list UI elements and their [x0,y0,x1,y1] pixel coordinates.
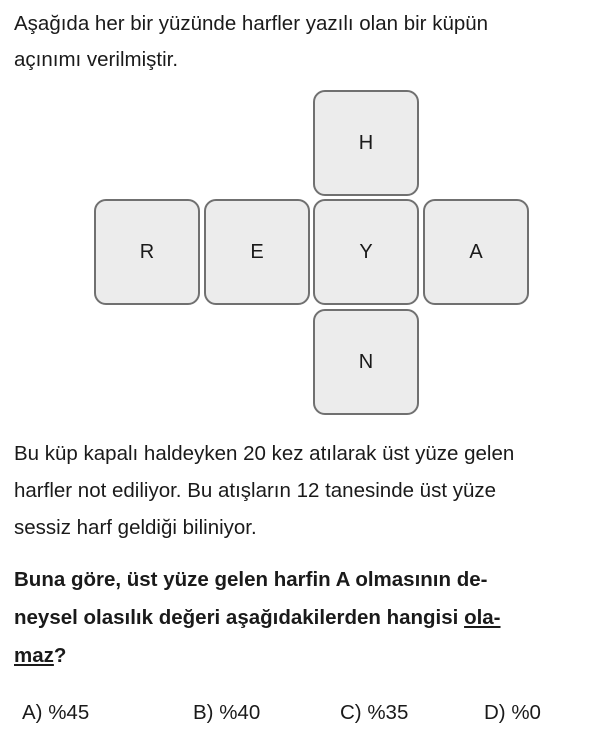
face-letter: Y [359,240,373,263]
question-underlined-part-2: maz [14,644,54,667]
question-mark: ? [53,644,67,667]
question-text [14,561,610,675]
cube-face-bottom [313,309,419,415]
cube-face-left [204,199,310,305]
paragraph-line-3: sessiz harf geldiği biliniyor. [14,516,257,539]
paragraph-line-2: harfler not ediliyor. Bu atışların 12 tanesinde üst yüze [14,479,497,502]
face-letter: H [358,131,374,154]
answer-choices [0,701,613,733]
face-letter: R [139,240,155,263]
face-letter: E [250,240,264,263]
choice-c[interactable]: C) %35 [340,701,409,724]
face-letter: N [358,350,374,373]
intro-line-2: açınımı verilmiştir. [14,48,179,71]
cube-face-left-far [94,199,200,305]
question-line-1: Buna göre, üst yüze gelen harfin A olmasının de- [14,568,488,591]
choice-a[interactable]: A) %45 [22,701,90,724]
face-letter: A [469,240,483,263]
cube-face-center [313,199,419,305]
question-underlined-part-1: ola- [464,606,501,629]
question-line-2: neysel olasılık değeri aşağıdakilerden hangisi [14,606,465,629]
paragraph-line-1: Bu küp kapalı haldeyken 20 kez atılarak üst yüze gelen [14,442,515,465]
intro-line-1: Aşağıda her bir yüzünde harfler yazılı olan bir küpün [14,12,489,35]
problem-paragraph [14,435,612,546]
choice-b[interactable]: B) %40 [193,701,261,724]
cube-face-right [423,199,529,305]
cube-face-top [313,90,419,196]
choice-d[interactable]: D) %0 [484,701,541,724]
